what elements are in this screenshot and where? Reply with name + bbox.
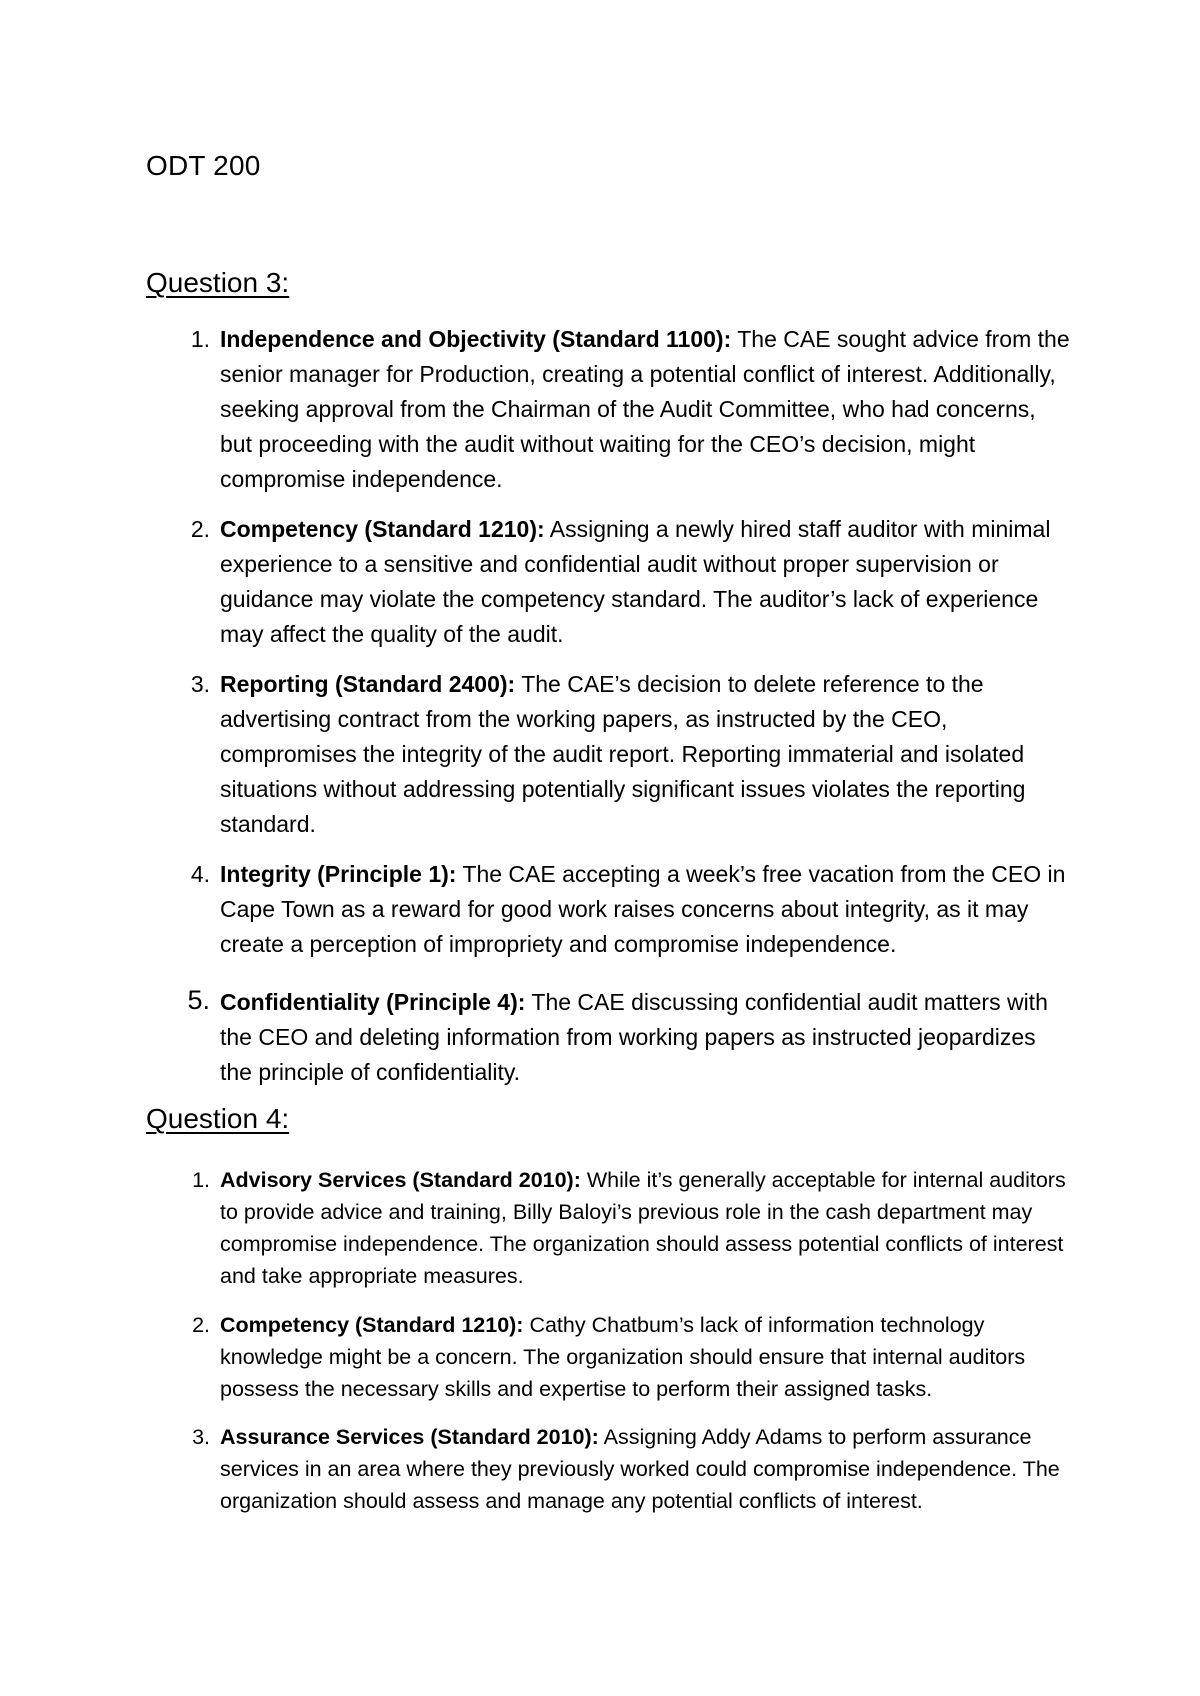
list-item-text bbox=[220, 1309, 1070, 1405]
explanation-text: The CAE sought advice from the senior manager for Production, creating a potential conflict of interest. Additionally, seeking approval from the Chairman of the Audit Committee, who had concerns, but proceeding with the audit without waiting for the CEO’s decision, might compromise independence. bbox=[220, 326, 1070, 492]
question-4-item-1 bbox=[192, 1164, 1070, 1292]
document-title: ODT 200 bbox=[146, 150, 261, 181]
explanation-text: The CAE accepting a week’s free vacation from the CEO in Cape Town as a reward for good work raises concerns about integrity, as it may create a perception of impropriety and compromise independence. bbox=[220, 861, 1066, 957]
question-3-item-3 bbox=[190, 667, 1070, 842]
standard-term: Independence and Objectivity (Standard 1100): bbox=[220, 326, 732, 352]
standard-term: Assurance Services (Standard 2010): bbox=[220, 1425, 599, 1449]
list-number: 1. bbox=[192, 1168, 210, 1192]
explanation-text: The CAE discussing confidential audit matters with the CEO and deleting information from working papers as instructed jeopardizes the principle of confidentiality. bbox=[220, 989, 1048, 1085]
list-item-text bbox=[220, 512, 1070, 652]
list-item-text bbox=[220, 1421, 1070, 1517]
explanation-text: Assigning a newly hired staff auditor with minimal experience to a sensitive and confidential audit without proper supervision or guidance may violate the competency standard. The auditor’s lack of experience may affect the quality of the audit. bbox=[220, 516, 1051, 647]
standard-term: Advisory Services (Standard 2010): bbox=[220, 1168, 581, 1192]
question-3-item-5 bbox=[187, 985, 1070, 1090]
standard-term: Integrity (Principle 1): bbox=[220, 861, 457, 887]
list-number: 3. bbox=[192, 1425, 210, 1449]
list-number: 2. bbox=[192, 1313, 210, 1337]
list-item-text bbox=[220, 322, 1070, 497]
question-3-item-2 bbox=[190, 512, 1070, 652]
explanation-text: The CAE’s decision to delete reference to the advertising contract from the working papers, as instructed by the CEO, compromises the integrity of the audit report. Reporting immaterial and isolated situations without addressing potentially significant issues violates the reporting standard. bbox=[220, 671, 1026, 837]
standard-term: Competency (Standard 1210): bbox=[220, 516, 545, 542]
explanation-text: Assigning Addy Adams to perform assurance services in an area where they previously worked could compromise independence. The organization should assess and manage any potential conflicts of interest. bbox=[220, 1425, 1060, 1513]
question-4-item-3 bbox=[192, 1421, 1070, 1517]
explanation-text: While it’s generally acceptable for internal auditors to provide advice and training, Billy Baloyi’s previous role in the cash department may compromise independence. The organization should assess potential conflicts of interest and take appropriate measures. bbox=[220, 1168, 1066, 1288]
explanation-text: Cathy Chatbum’s lack of information technology knowledge might be a concern. The organization should ensure that internal auditors possess the necessary skills and expertise to perform their assigned tasks. bbox=[220, 1313, 1026, 1401]
list-number: 3. bbox=[190, 671, 210, 697]
list-number: 2. bbox=[190, 516, 210, 542]
list-item-text bbox=[220, 985, 1070, 1090]
question-3-heading: Question 3: bbox=[146, 267, 290, 298]
list-number: 1. bbox=[190, 326, 210, 352]
list-item-text bbox=[220, 667, 1070, 842]
standard-term: Reporting (Standard 2400): bbox=[220, 671, 516, 697]
list-number: 5. bbox=[187, 985, 210, 1015]
question-4-item-2 bbox=[192, 1309, 1070, 1405]
question-4-heading: Question 4: bbox=[146, 1103, 290, 1134]
list-item-text bbox=[220, 1164, 1070, 1292]
list-item-text bbox=[220, 857, 1070, 962]
standard-term: Competency (Standard 1210): bbox=[220, 1313, 524, 1337]
question-3-item-1 bbox=[190, 322, 1070, 497]
question-3-item-4 bbox=[190, 857, 1070, 962]
standard-term: Confidentiality (Principle 4): bbox=[220, 989, 526, 1015]
list-number: 4. bbox=[190, 861, 210, 887]
